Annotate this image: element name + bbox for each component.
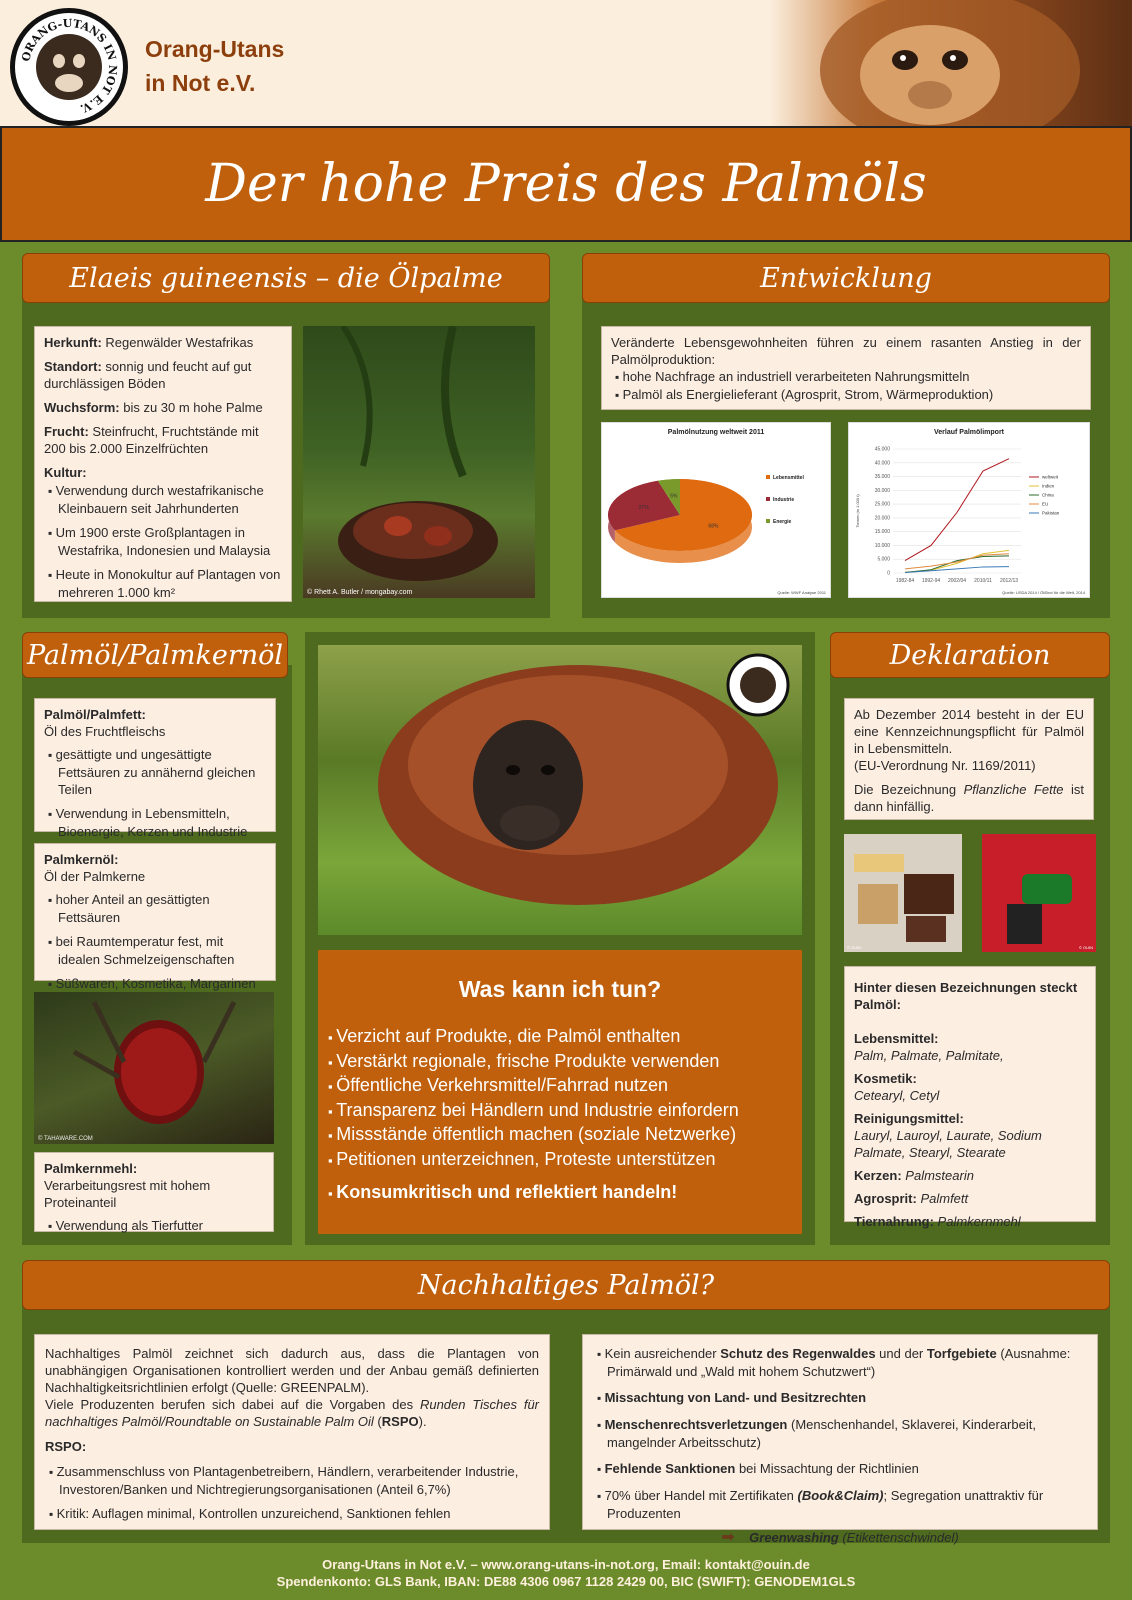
line-chart-source: Quelle: USDA 2014 / Öl/Brot für die Welt, 2014 xyxy=(1002,590,1085,595)
palmkernmehl-box xyxy=(34,1152,274,1232)
palmfett-box xyxy=(34,698,276,839)
bezeichnung-category: Tiernahrung: xyxy=(854,1214,934,1229)
pie-chart xyxy=(601,422,831,598)
palmfett-item: ▪ gesättigte und ungesättigte Fettsäuren zu annähernd gleichen Teilen xyxy=(44,746,266,798)
palmkernmehl-item: ▪ Verwendung als Tierfutter xyxy=(44,1217,264,1235)
palm-fruit-photo xyxy=(34,992,274,1144)
palmkernoel-title: Palmkernöl: xyxy=(44,852,119,867)
pie-legend-label: Industrie xyxy=(773,497,795,503)
entwicklung-item: ▪ Palmöl als Energielieferant (Agrosprit, Strom, Wärmeproduktion) xyxy=(611,386,1081,404)
todo-final-item: ▪ Konsumkritisch und reflektiert handeln! xyxy=(318,1181,802,1206)
bezeichnung-entry xyxy=(854,1213,1086,1230)
critique-text: Fehlende Sanktionen xyxy=(604,1461,736,1476)
entwicklung-heading: Entwicklung xyxy=(582,253,1110,303)
palmkernmehl-subtitle: Verarbeitungsrest mit hohem Proteinanteil xyxy=(44,1178,211,1210)
deklaration-note-text: ist dann hinfällig. xyxy=(854,782,1084,814)
nachhaltig-right-box xyxy=(582,1334,1098,1546)
x-tick-label: 1992-94 xyxy=(921,578,941,584)
y-tick-label: 10.000 xyxy=(874,542,890,549)
kultur-item: ▪ Verwendung durch westafrikanische Kleinbauern seit Jahrhunderten xyxy=(44,482,282,517)
bezeichnungen-title: Hinter diesen Bezeichnungen steckt Palmöl: xyxy=(854,980,1078,1012)
palmoel-heading: Palmöl/Palmkernöl xyxy=(22,632,288,678)
org-name-line1: Orang-Utans xyxy=(145,36,285,62)
main-title-bar xyxy=(0,126,1132,242)
olpalme-info-box xyxy=(34,326,292,602)
deklaration-note-term: Pflanzliche Fette xyxy=(963,782,1064,797)
todo-item: ▪ Missstände öffentlich machen (soziale Netzwerke) xyxy=(318,1123,802,1148)
nachhaltig-rspo-text xyxy=(45,1396,539,1430)
bezeichnung-names: Palmfett xyxy=(916,1191,969,1206)
palmfett-subtitle: Öl des Fruchtfleischs xyxy=(44,724,166,739)
y-tick-label: 30.000 xyxy=(874,487,890,494)
orangutan-header-illustration xyxy=(770,0,1132,126)
palmkernmehl-title: Palmkernmehl: xyxy=(44,1161,138,1176)
sweets-illustration xyxy=(844,834,962,952)
todo-box xyxy=(318,950,802,1234)
bezeichnung-category: Lebensmittel: xyxy=(854,1031,939,1046)
bezeichnung-category: Kosmetik: xyxy=(854,1071,917,1086)
palmkernoel-item: ▪ hoher Anteil an gesättigten Fettsäuren xyxy=(44,891,266,926)
orangutan-photo xyxy=(318,645,802,935)
rspo-item: ▪ Kritik: Auflagen minimal, Kontrollen unzureichend, Sanktionen fehlen xyxy=(45,1505,539,1523)
bezeichnung-names: Cetearyl, Cetyl xyxy=(854,1088,940,1103)
critique-item xyxy=(593,1487,1087,1522)
deklaration-heading: Deklaration xyxy=(830,632,1110,678)
y-tick-label: 20.000 xyxy=(874,515,890,522)
bezeichnung-category: Kerzen: xyxy=(854,1168,902,1183)
footer xyxy=(0,1556,1132,1590)
oil-palm-illustration xyxy=(303,326,535,598)
line-legend-label: weltweit xyxy=(1042,474,1059,480)
pie-legend-label: Energie xyxy=(773,519,792,525)
bezeichnungen-box xyxy=(844,966,1096,1229)
photo-credit: © TAHAWARE.COM xyxy=(38,1136,93,1142)
frucht-value: Steinfrucht, Fruchtstände mit 200 bis 2.000 Einzelfrüchten xyxy=(44,424,259,456)
sweets-photo xyxy=(844,834,962,952)
footer-bank-account: Spendenkonto: GLS Bank, IBAN: DE88 4306 0967 1128 2429 00, BIC (SWIFT): GENODEM1GLS xyxy=(276,1574,856,1589)
critique-text: Menschenrechtsverletzungen xyxy=(604,1417,788,1432)
pie-legend-label: Lebensmittel xyxy=(773,475,804,481)
deklaration-info-box xyxy=(844,698,1094,820)
bezeichnung-names: Palmstearin xyxy=(901,1168,974,1183)
entwicklung-intro: Veränderte Lebensgewohnheiten führen zu einem rasanten Anstieg in der Palmölproduktion: xyxy=(611,335,1081,367)
rspo-label: RSPO: xyxy=(45,1439,87,1454)
frucht-label: Frucht: xyxy=(44,424,89,439)
photo-credit: © OUIN xyxy=(1078,945,1093,950)
x-tick-label: 1982-84 xyxy=(895,578,915,584)
pie-value-label: 5% xyxy=(670,493,678,500)
kultur-item: ▪ Heute in Monokultur auf Plantagen von mehreren 1.000 km² xyxy=(44,566,282,601)
pie-value-label: 27% xyxy=(638,505,649,512)
bezeichnungen-list xyxy=(854,1030,1086,1230)
line-legend-label: Pakistan xyxy=(1042,510,1060,516)
organization-logo xyxy=(10,8,128,126)
series-line-china xyxy=(905,556,1009,573)
arrow-right-icon: ➡ xyxy=(721,1529,735,1546)
bezeichnung-names: Lauryl, Lauroyl, Laurate, Sodium Palmate, Stearyl, Stearate xyxy=(854,1128,1042,1160)
critique-text: ; Segregation unattraktiv für Produzenten xyxy=(607,1488,1044,1521)
entwicklung-item: ▪ hohe Nachfrage an industriell verarbeiteten Nahrungsmitteln xyxy=(611,368,1081,386)
y-tick-label: 25.000 xyxy=(874,501,890,508)
standort-label: Standort: xyxy=(44,359,102,374)
line-chart-title: Verlauf Palmölimport xyxy=(933,429,1005,436)
greenwashing-term: Greenwashing xyxy=(749,1530,839,1545)
critique-text: (Book&Claim) xyxy=(797,1488,884,1503)
wuchsform-value: bis zu 30 m hohe Palme xyxy=(119,400,263,415)
critique-text: Torfgebiete xyxy=(926,1346,997,1361)
logo-text: ORANG-UTANS IN NOT E.V. xyxy=(19,16,120,116)
todo-heading: Was kann ich tun? xyxy=(458,976,662,1002)
critique-list xyxy=(593,1345,1087,1522)
nachhaltig-text: Viele Produzenten berufen sich dabei auf die Vorgaben des xyxy=(45,1397,420,1412)
org-name-line2: in Not e.V. xyxy=(145,70,256,96)
fuel-nozzle-illustration xyxy=(982,834,1096,952)
palmfett-title: Palmöl/Palmfett: xyxy=(44,707,146,722)
bezeichnung-entry xyxy=(854,1110,1086,1161)
pie-value-label: 68% xyxy=(708,523,719,530)
critique-text: Schutz des Regenwaldes xyxy=(720,1346,876,1361)
entwicklung-info-box xyxy=(601,326,1091,410)
bezeichnung-entry xyxy=(854,1190,1086,1207)
greenwashing-line xyxy=(593,1529,1087,1546)
todo-item: ▪ Öffentliche Verkehrsmittel/Fahrrad nutzen xyxy=(318,1074,802,1099)
critique-item xyxy=(593,1460,1087,1478)
palmkernoel-item: ▪ Süßwaren, Kosmetika, Margarinen xyxy=(44,975,266,993)
logo-ring xyxy=(15,13,123,121)
wuchsform-label: Wuchsform: xyxy=(44,400,120,415)
deklaration-regulation: (EU-Verordnung Nr. 1169/2011) xyxy=(854,758,1036,773)
palmkernoel-subtitle: Öl der Palmkerne xyxy=(44,869,146,884)
line-legend-label: China xyxy=(1042,492,1054,498)
standort-value: sonnig und feucht auf gut durchlässigen Böden xyxy=(44,359,252,391)
palmkernoel-item: ▪ bei Raumtemperatur fest, mit idealen Schmelzeigenschaften xyxy=(44,933,266,968)
line-chart xyxy=(848,422,1090,598)
deklaration-note-text: Die Bezeichnung xyxy=(854,782,964,797)
deklaration-text: Ab Dezember 2014 besteht in der EU eine Kennzeichnungspflicht für Palmöl in Lebensmitteln. xyxy=(854,707,1084,756)
critique-text: Kein ausreichender xyxy=(604,1346,721,1361)
critique-text: bei Missachtung der Richtlinien xyxy=(735,1461,919,1476)
line-chart-svg xyxy=(849,437,1091,597)
x-tick-label: 2002/04 xyxy=(947,578,967,584)
y-tick-label: 5.000 xyxy=(877,556,890,563)
nachhaltig-text: ( xyxy=(373,1414,382,1429)
critique-item xyxy=(593,1345,1087,1380)
critique-text: (Menschenhandel, Sklaverei, Kinderarbeit, mangelnder Arbeitsschutz) xyxy=(607,1417,1036,1450)
bezeichnung-names: Palm, Palmate, Palmitate, xyxy=(854,1048,1004,1063)
todo-item: ▪ Transparenz bei Händlern und Industrie einfordern xyxy=(318,1099,802,1124)
y-tick-label: 0 xyxy=(887,570,890,577)
herkunft-value: Regenwälder Westafrikas xyxy=(101,335,254,350)
x-tick-label: 2012/13 xyxy=(999,578,1019,584)
x-tick-label: 2010/11 xyxy=(974,578,992,584)
critique-item xyxy=(593,1416,1087,1451)
rspo-abbr: RSPO xyxy=(381,1414,419,1429)
pie-legend-swatch xyxy=(766,475,770,479)
organization-name xyxy=(145,32,284,100)
kultur-label: Kultur: xyxy=(44,465,87,480)
photo-credit: © OUIN xyxy=(847,945,862,950)
olpalme-heading: Elaeis guineensis – die Ölpalme xyxy=(22,253,550,303)
critique-text: (Ausnahme: Primärwald und „Wald mit hohem Schutzwert“) xyxy=(607,1346,1071,1379)
bezeichnung-category: Agrosprit: xyxy=(854,1191,917,1206)
todo-item: ▪ Petitionen unterzeichnen, Proteste unterstützen xyxy=(318,1148,802,1173)
orangutan-header-photo xyxy=(770,0,1132,126)
todo-item: ▪ Verzicht auf Produkte, die Palmöl enthalten xyxy=(318,1025,802,1050)
pie-legend-swatch xyxy=(766,497,770,501)
page-title: Der hohe Preis des Palmöls xyxy=(205,154,927,214)
nachhaltig-heading: Nachhaltiges Palmöl? xyxy=(22,1260,1110,1310)
y-tick-label: 35.000 xyxy=(874,474,890,481)
palmfett-item: ▪ Verwendung in Lebensmitteln, Bioenergie, Kerzen und Industrie xyxy=(44,805,266,840)
orangutan-illustration xyxy=(318,645,802,935)
critique-text: und der xyxy=(875,1346,927,1361)
todo-item: ▪ Verstärkt regionale, frische Produkte verwenden xyxy=(318,1050,802,1075)
y-tick-label: 45.000 xyxy=(874,446,890,453)
bezeichnung-entry xyxy=(854,1030,1086,1064)
pie-chart-svg xyxy=(602,437,832,597)
bezeichnung-category: Reinigungsmittel: xyxy=(854,1111,964,1126)
deklaration-note xyxy=(854,781,1084,815)
line-legend-label: Indien xyxy=(1042,483,1055,489)
greenwashing-explanation: (Etikettenschwindel) xyxy=(838,1530,959,1545)
line-legend-label: EU xyxy=(1042,501,1049,507)
pie-legend-swatch xyxy=(766,519,770,523)
nachhaltig-definition: Nachhaltiges Palmöl zeichnet sich dadurch aus, dass die Plantagen von unabhängigen Organisationen kontrolliert werden und der Anbau gemäß definierten Nachhaltigkeitsrichtlinien erfolgt (Quelle: GREENPALM). xyxy=(45,1346,539,1395)
palm-fruit-illustration xyxy=(34,992,274,1144)
herkunft-label: Herkunft: xyxy=(44,335,102,350)
nachhaltig-left-box xyxy=(34,1334,550,1530)
photo-credit: © Rhett A. Butler / mongabay.com xyxy=(307,589,413,596)
y-tick-label: 40.000 xyxy=(874,460,890,467)
critique-text: 70% über Handel mit Zertifikaten xyxy=(604,1488,798,1503)
bezeichnung-names: Palmkernmehl xyxy=(933,1214,1021,1229)
pie-chart-title: Palmölnutzung weltweit 2011 xyxy=(667,429,765,436)
critique-text: Missachtung von Land- und Besitzrechten xyxy=(604,1390,867,1405)
palmkernoel-box xyxy=(34,843,276,991)
pie-chart-source: Quelle: WWF Analyse 2011 xyxy=(777,590,826,595)
critique-item xyxy=(593,1389,1087,1407)
kultur-item: ▪ Um 1900 erste Großplantagen in Westafrika, Indonesien und Malaysia xyxy=(44,524,282,559)
nachhaltig-text: ). xyxy=(418,1414,427,1429)
rspo-item: ▪ Zusammenschluss von Plantagenbetreibern, Händlern, verarbeitender Industrie, Investoren/Banken und Nichtregierungsorganisationen (Anteil 6,7%) xyxy=(45,1463,539,1498)
y-axis-label: Tonnen (in 1.000 t) xyxy=(855,494,860,528)
fuel-nozzle-photo xyxy=(982,834,1096,952)
y-tick-label: 15.000 xyxy=(874,529,890,536)
bezeichnung-entry xyxy=(854,1167,1086,1184)
oil-palm-photo xyxy=(303,326,535,598)
footer-contact: Orang-Utans in Not e.V. – www.orang-utans-in-not.org, Email: kontakt@ouin.de xyxy=(322,1557,810,1572)
bezeichnung-entry xyxy=(854,1070,1086,1104)
rspo-full-name: Runden Tisches für nachhaltiges Palmöl/Roundtable on Sustainable Palm Oil xyxy=(45,1397,540,1429)
